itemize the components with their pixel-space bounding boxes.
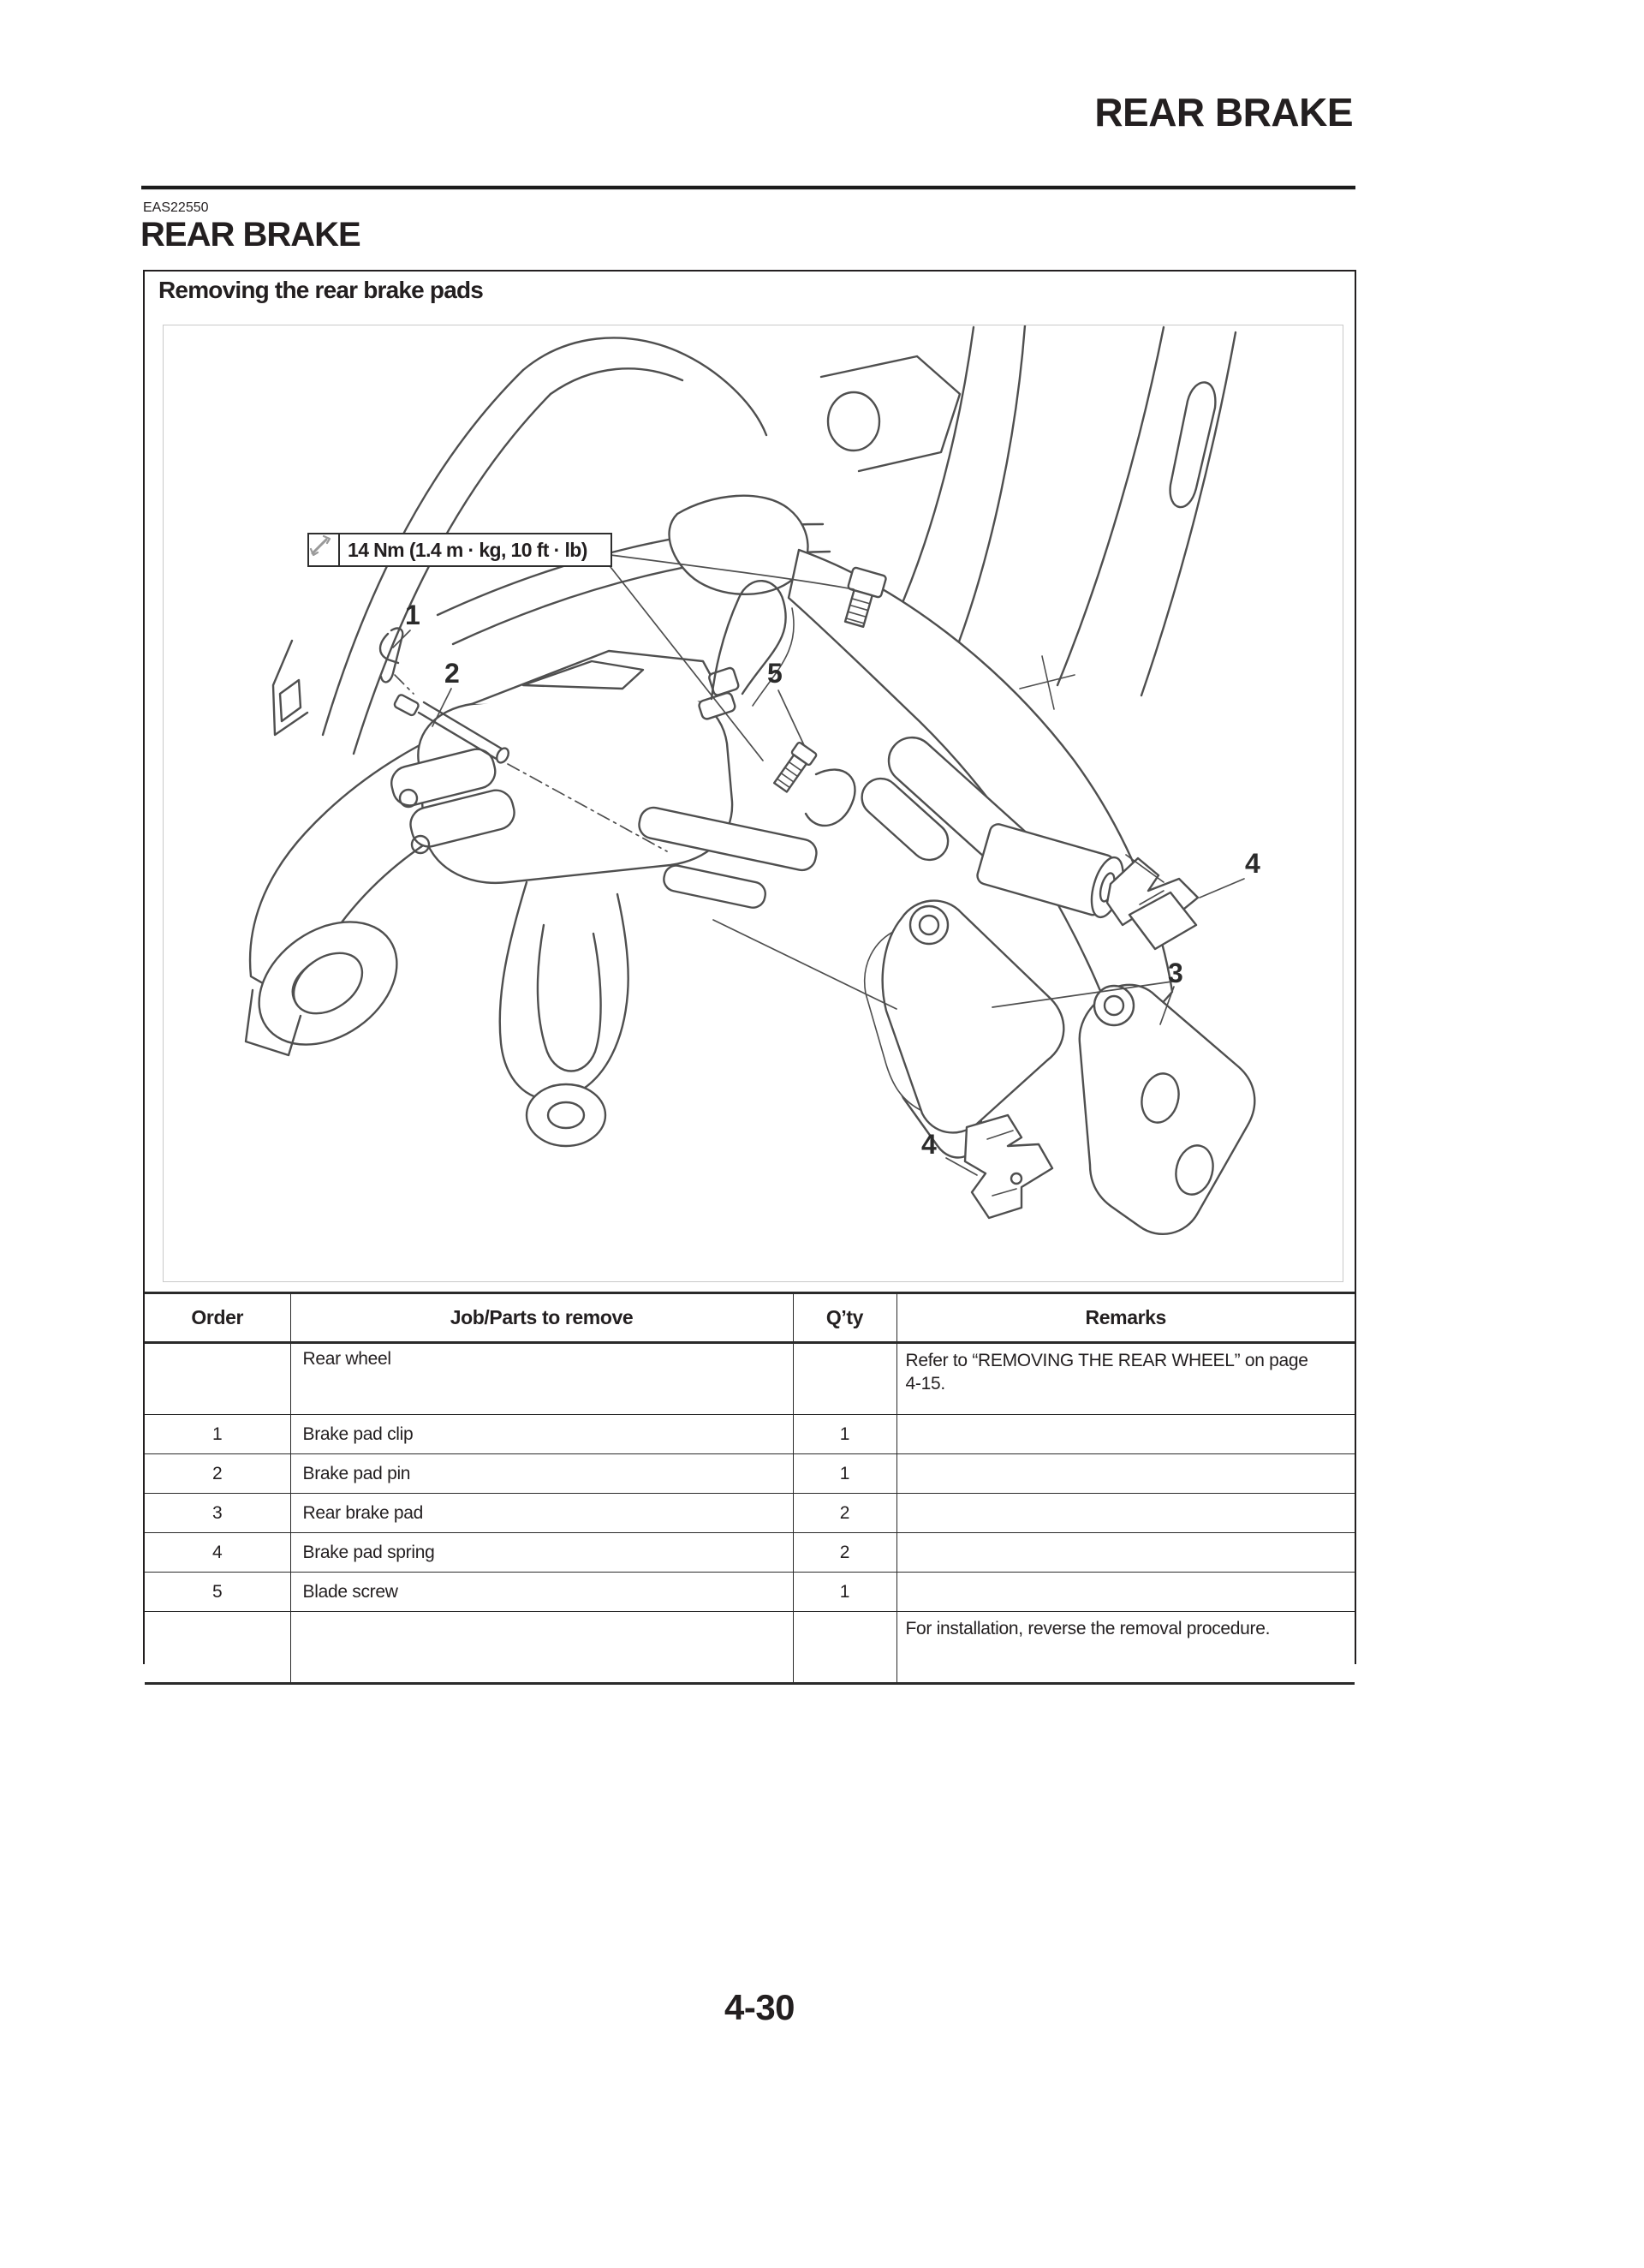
torque-spec-label xyxy=(307,533,612,567)
qty-cell xyxy=(793,1343,896,1415)
table-row xyxy=(145,1415,1355,1454)
table-row xyxy=(145,1533,1355,1573)
table-row xyxy=(145,1454,1355,1494)
procedure-box xyxy=(143,270,1356,1664)
order-cell xyxy=(145,1343,290,1415)
order-cell: 3 xyxy=(145,1494,290,1533)
job-cell: Rear wheel xyxy=(290,1343,793,1415)
order-cell: 5 xyxy=(145,1573,290,1612)
callout-3: 3 xyxy=(1168,958,1183,988)
callout-1: 1 xyxy=(405,600,420,630)
order-cell: 4 xyxy=(145,1533,290,1573)
order-cell: 2 xyxy=(145,1454,290,1494)
header-order: Order xyxy=(145,1293,290,1343)
page-number: 4-30 xyxy=(724,1987,795,2027)
table-row xyxy=(145,1494,1355,1533)
table-row xyxy=(145,1612,1355,1684)
parts-table-body xyxy=(145,1343,1355,1684)
remarks-cell xyxy=(896,1533,1355,1573)
qty-cell: 2 xyxy=(793,1494,896,1533)
qty-cell: 2 xyxy=(793,1533,896,1573)
header-rule xyxy=(141,185,1355,190)
eas-code: EAS22550 xyxy=(143,200,209,215)
order-cell: 1 xyxy=(145,1415,290,1454)
job-cell: Brake pad spring xyxy=(290,1533,793,1573)
running-header: REAR BRAKE xyxy=(1094,90,1353,134)
parts-table xyxy=(145,1292,1355,1685)
diagram-line-art xyxy=(164,325,1343,1281)
torque-wrench-icon xyxy=(309,534,340,565)
header-remarks: Remarks xyxy=(896,1293,1355,1343)
qty-cell: 1 xyxy=(793,1573,896,1612)
procedure-title: Removing the rear brake pads xyxy=(158,277,484,303)
remarks-cell: Refer to “REMOVING THE REAR WHEEL” on page 4-15. xyxy=(896,1343,1355,1415)
qty-cell: 1 xyxy=(793,1415,896,1454)
table-row xyxy=(145,1573,1355,1612)
job-cell: Brake pad clip xyxy=(290,1415,793,1454)
remarks-cell xyxy=(896,1494,1355,1533)
remarks-cell: For installation, reverse the removal procedure. xyxy=(896,1612,1355,1684)
header-qty: Q’ty xyxy=(793,1293,896,1343)
qty-cell: 1 xyxy=(793,1454,896,1494)
qty-cell xyxy=(793,1612,896,1684)
order-cell xyxy=(145,1612,290,1684)
callout-5: 5 xyxy=(767,658,783,689)
header-job: Job/Parts to remove xyxy=(290,1293,793,1343)
remarks-cell xyxy=(896,1454,1355,1494)
exploded-diagram xyxy=(163,325,1343,1282)
table-row xyxy=(145,1343,1355,1415)
torque-value: 14 Nm (1.4 m · kg, 10 ft · lb) xyxy=(348,538,587,561)
callout-4-upper: 4 xyxy=(1245,848,1260,879)
callout-4-lower: 4 xyxy=(921,1129,937,1160)
job-cell: Brake pad pin xyxy=(290,1454,793,1494)
job-cell: Blade screw xyxy=(290,1573,793,1612)
callout-2: 2 xyxy=(444,658,460,689)
section-title: REAR BRAKE xyxy=(140,216,360,254)
parts-table-header-row xyxy=(145,1293,1355,1343)
remarks-cell xyxy=(896,1573,1355,1612)
remarks-cell xyxy=(896,1415,1355,1454)
job-cell: Rear brake pad xyxy=(290,1494,793,1533)
job-cell xyxy=(290,1612,793,1684)
